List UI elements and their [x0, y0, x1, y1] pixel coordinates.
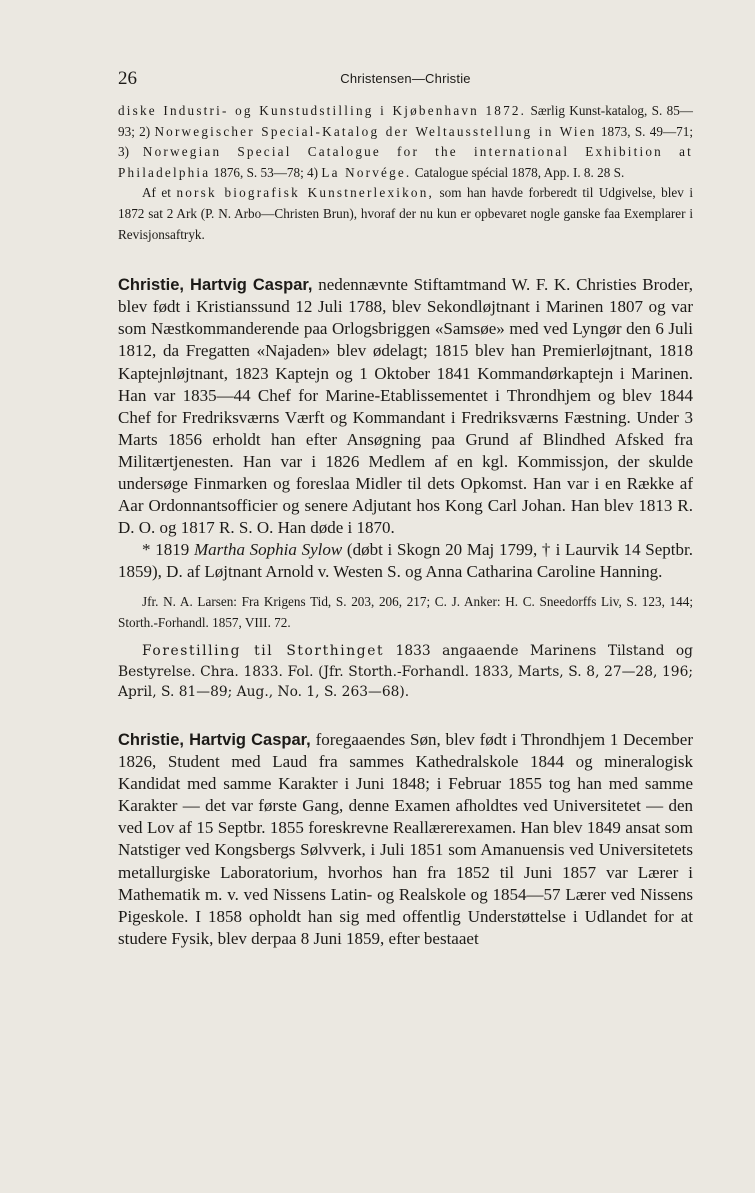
- page-number: 26: [118, 68, 137, 89]
- publication-details: 1833 angaaende Marinens Tilstand og Bestyrelse. Chra. 1833. Fol. (Jfr. Storth.-Forhandl. 1833, Marts, S. 8, 27—28, 196; April, S. 81—89; Aug., No. 1, S. 263—68).: [118, 643, 693, 701]
- entry-christie-1788: [118, 274, 693, 539]
- lexikon-paragraph: [118, 183, 693, 245]
- catalogue-title-norvege: La Norvége.: [321, 164, 412, 180]
- lexikon-title: norsk biografisk Kunstnerlexikon,: [176, 185, 435, 201]
- running-title: Christensen—Christie: [340, 71, 471, 86]
- catalogue-text-4: Catalogue spécial 1878, App. I. 8. 28 S.: [411, 164, 625, 180]
- marriage-text-2: (døbt i Skogn 20 Maj 1799, † i Laurvik 14 Septbr. 1859), D. af Løjtnant Arnold v. Westen S. og Anna Catharina Caroline Hanning.: [118, 540, 693, 582]
- catalogue-title-wien: Norwegischer Special-Katalog der Weltausstellung in Wien: [154, 123, 597, 139]
- entry-body: foregaaendes Søn, blev født i Throndhjem 1 December 1826, Student med Laud fra sammes Kathedralskole 1844 og mineralogisk Kandidat med samme Karakter i Juni 1848; i Februar 1855 tog han med samme Karakter — det var første Gang, denne Examen afholdtes ved Universitetet — den ved Lov af 15 Septbr. 1855 foreskrevne Reallærerexamen. Han blev 1849 ansat som Natstiger ved Kongsbergs Sølvverk, i Juli 1851 som Amanuensis ved Universitetets metallurgiske Laboratorium, hvorhos han fra 1852 til Juni 1857 var Lærer i Mathematik m. v. ved Nissens Latin- og Realskole og 1854—57 Lærer ved Nissens Pigeskole. I 1858 opholdt han sig med offentlig Understøttelse i Udlandet for at studere Fysik, blev derpaa 8 Juni 1859, efter bestaaet: [118, 729, 693, 948]
- entry-heading: Christie, Hartvig Caspar,: [118, 276, 313, 295]
- lexikon-text-2: som han havde forberedt til Udgivelse, blev i 1872 sat 2 Ark (P. N. Arbo—Christen Brun), hvoraf der nu kun er opbevaret nogle ganske faa Exemplarer i Revisjonsaftryk.: [118, 185, 693, 242]
- marriage-paragraph: [118, 539, 693, 583]
- entry-body: nedennævnte Stiftamtmand W. F. K. Christies Broder, blev født i Kristianssund 12 Juli 1788, blev Sekondløjtnant i Marinen 1807 og var som Næstkommanderende paa Orlogsbriggen «Samsøe» med ved Lyngør den 6 Juli 1812, da Fregatten «Najaden» blev ødelagt; 1815 blev han Premierløjtnant, 1818 Kaptejnløjtnant, 1823 Kaptejn og 1 Oktober 1841 Kommandørkaptejn i Marinen. Han var 1835—44 Chef for Marine-Etablissementet i Throndhjem og blev 1844 Chef for Fredriksværns Værft og Kommandant i Fredriksværns Fæstning. Under 3 Marts 1856 erholdt han efter Ansøgning paa Grund af Blindhed Afsked fra Militærtjenesten. Han var i 1826 Medlem af en kgl. Kommissjon, der skulde undersøge Finmarken og foreslaa Midler til dets Opkomst. Han var i en Række af Aar Ordonnantsofficier og senere Adjutant hos Kong Carl Johan. Han blev 1813 R. D. O. og 1817 R. S. O. Han døde i 1870.: [118, 275, 694, 538]
- publication-title: Forestilling til Storthinget: [142, 643, 385, 660]
- catalogue-text-2: 1873, S. 49—71; 3): [118, 123, 694, 160]
- lexikon-text-1: Af et: [142, 185, 177, 201]
- entry-heading: Christie, Hartvig Caspar,: [118, 730, 311, 749]
- catalogue-text-1: Særlig Kunst-katalog, S. 85—93; 2): [118, 103, 693, 139]
- catalogue-list-paragraph: [118, 101, 693, 183]
- marriage-text-1: * 1819: [142, 540, 194, 560]
- catalogue-title-danish: diske Industri- og Kunstudstilling i Kjøbenhavn 1872.: [118, 103, 527, 118]
- references-paragraph: Jfr. N. A. Larsen: Fra Krigens Tid, S. 203, 206, 217; C. J. Anker: H. C. Sneedorffs Liv, S. 123, 144; Storth.-Forhandl. 1857, VIII. 72.: [118, 594, 693, 630]
- catalogue-text-3: 1876, S. 53—78; 4): [210, 164, 322, 180]
- spouse-name: Martha Sophia Sylow: [193, 540, 343, 560]
- catalogue-title-philadelphia: Norwegian Special Catalogue for the international Exhibition at Philadelphia: [118, 144, 693, 180]
- entry-christie-1826: [118, 729, 693, 950]
- page-content: [118, 101, 693, 950]
- page-header: [118, 68, 693, 92]
- publication-paragraph: [118, 641, 693, 703]
